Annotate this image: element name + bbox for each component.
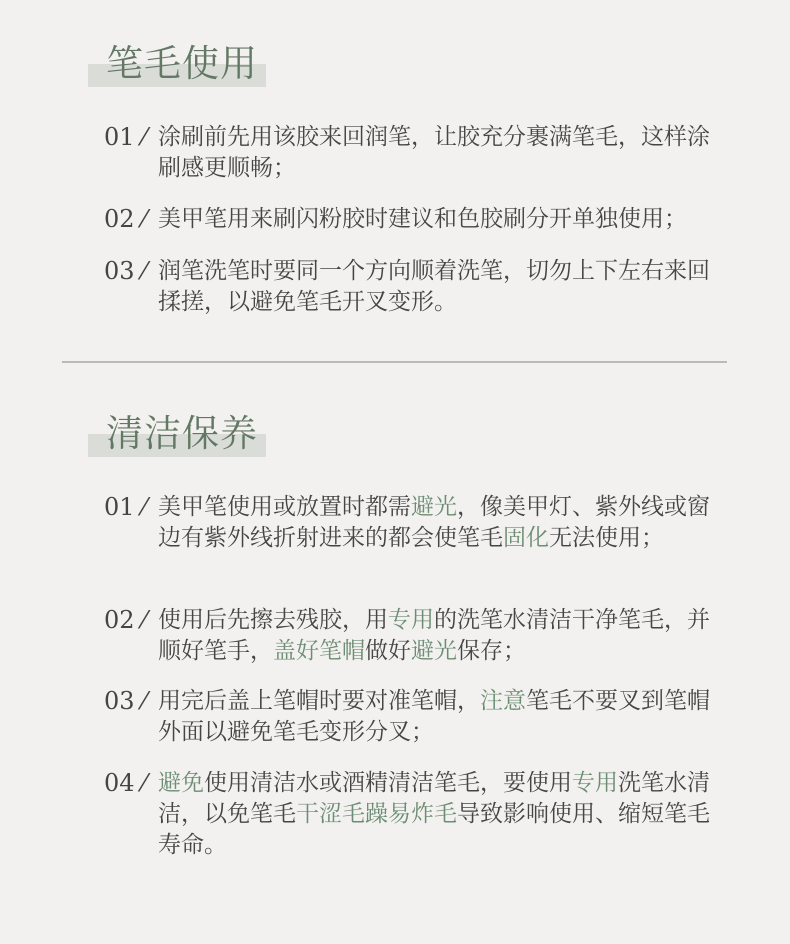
usage-item-1 bbox=[104, 122, 714, 184]
text-part: 导致影响使用、缩短笔毛寿命。 bbox=[158, 801, 710, 858]
text-part: 无法使用； bbox=[549, 525, 664, 551]
item-text bbox=[158, 492, 714, 554]
highlighted-text: 避光 bbox=[411, 494, 457, 520]
text-part: 美甲笔使用或放置时都需 bbox=[158, 494, 411, 520]
care-item-3 bbox=[104, 686, 714, 748]
highlighted-text: 避免 bbox=[158, 770, 204, 796]
item-number: 02 ⁄ bbox=[104, 606, 147, 634]
text-part: 笔毛不要叉到笔帽外面以避免笔毛变形分叉； bbox=[158, 688, 710, 745]
highlighted-text: 注意 bbox=[480, 688, 526, 714]
text-part: 洗笔水清洁，以免笔毛 bbox=[158, 770, 710, 827]
care-item-4 bbox=[104, 768, 714, 861]
highlighted-text: 盖好笔帽 bbox=[273, 638, 365, 664]
item-number: 03 ⁄ bbox=[104, 257, 147, 285]
care-item-1 bbox=[104, 492, 714, 554]
text-part: ，像美甲灯、紫外线或窗边有紫外线折射进来的都会使笔毛 bbox=[158, 494, 710, 551]
section-title: 清洁保养 bbox=[106, 412, 258, 455]
item-number: 04 ⁄ bbox=[104, 769, 147, 797]
highlighted-text: 固化 bbox=[503, 525, 549, 551]
item-number: 01 ⁄ bbox=[104, 123, 147, 151]
item-text: 美甲笔用来刷闪粉胶时建议和色胶刷分开单独使用； bbox=[158, 206, 687, 232]
highlighted-text: 专用 bbox=[572, 770, 618, 796]
item-number: 01 ⁄ bbox=[104, 493, 147, 521]
usage-item-3 bbox=[104, 256, 714, 318]
text-part: 保存； bbox=[457, 638, 526, 664]
item-text bbox=[158, 686, 714, 748]
text-part: 用完后盖上笔帽时要对准笔帽， bbox=[158, 688, 480, 714]
text-part: 的洗笔水清洁干净笔毛，并顺好笔手， bbox=[158, 607, 710, 664]
item-text: 涂刷前先用该胶来回润笔，让胶充分裹满笔毛，这样涂刷感更顺畅； bbox=[158, 124, 710, 181]
text-part: 使用清洁水或酒精清洁笔毛，要使用 bbox=[204, 770, 572, 796]
item-text: 润笔洗笔时要同一个方向顺着洗笔，切勿上下左右来回揉搓，以避免笔毛开叉变形。 bbox=[158, 258, 710, 315]
item-number: 03 ⁄ bbox=[104, 687, 147, 715]
highlighted-text: 干涩毛躁易炸毛 bbox=[296, 801, 457, 827]
section-divider bbox=[62, 361, 727, 363]
care-item-2 bbox=[104, 605, 714, 667]
item-number: 02 ⁄ bbox=[104, 205, 147, 233]
item-text bbox=[158, 605, 714, 667]
usage-item-2 bbox=[104, 204, 714, 235]
highlighted-text: 专用 bbox=[388, 607, 434, 633]
item-text bbox=[158, 768, 714, 861]
text-part: 做好 bbox=[365, 638, 411, 664]
text-part: 使用后先擦去残胶，用 bbox=[158, 607, 388, 633]
section-title: 笔毛使用 bbox=[106, 42, 258, 85]
highlighted-text: 避光 bbox=[411, 638, 457, 664]
